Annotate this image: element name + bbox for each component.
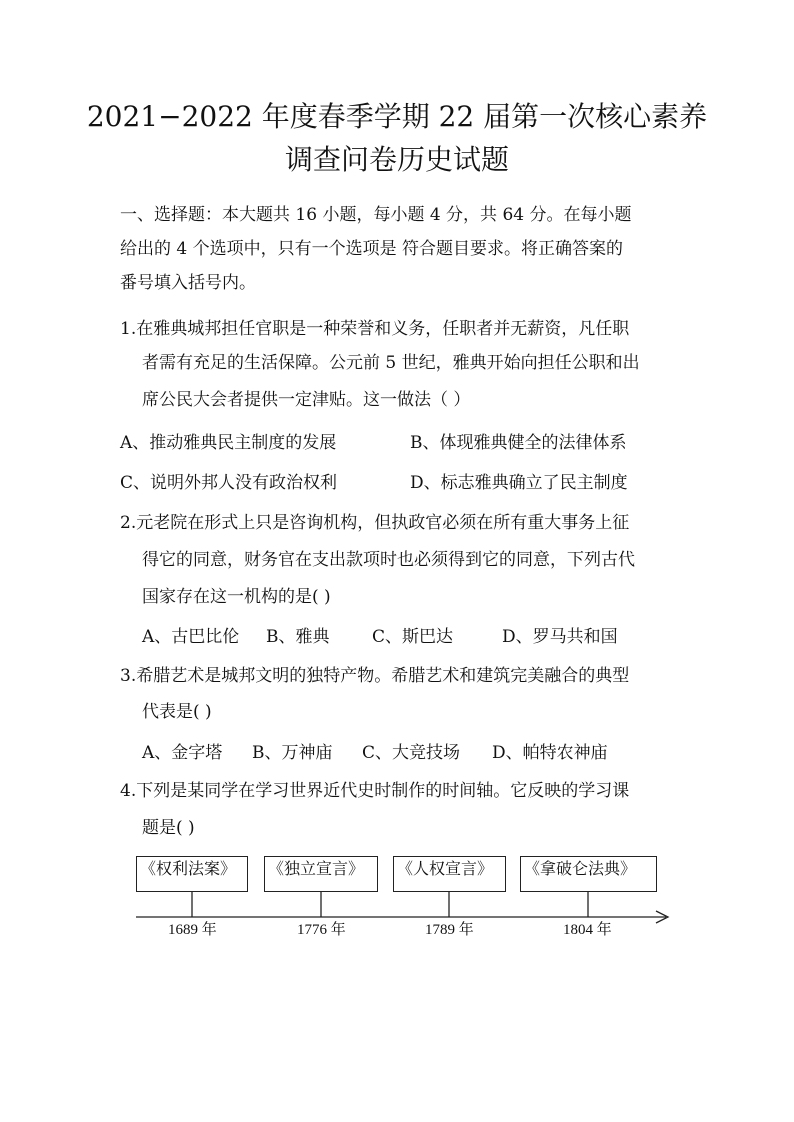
instruction-line-1: 一、选择题：本大题共 16 小题，每小题 4 分，共 64 分。在每小题 (120, 205, 632, 225)
question-1-option-d: D、标志雅典确立了民主制度 (410, 473, 628, 493)
question-2-option-d: D、罗马共和国 (502, 627, 618, 647)
question-1-option-a: A、推动雅典民主制度的发展 (120, 433, 337, 453)
question-2-line-2: 得它的同意，财务官在支出款项时也必须得到它的同意，下列古代 (142, 550, 635, 570)
timeline-year-1: 1689 年 (168, 922, 217, 938)
instruction-line-2: 给出的 4 个选项中，只有一个选项是 符合题目要求。将正确答案的 (120, 239, 624, 259)
timeline-year-2: 1776 年 (297, 922, 346, 938)
question-3-line-1: 3.希腊艺术是城邦文明的独特产物。希腊艺术和建筑完美融合的典型 (120, 666, 630, 686)
question-2-option-b: B、雅典 (266, 627, 330, 647)
timeline-document-1: 《权利法案》 (140, 859, 237, 878)
timeline-document-4: 《拿破仑法典》 (524, 859, 637, 878)
question-2-line-3: 国家存在这一机构的是( ) (142, 587, 331, 607)
question-1-line-2: 者需有充足的生活保障。公元前 5 世纪，雅典开始向担任公职和出 (142, 353, 640, 373)
question-4-line-2: 题是( ) (142, 818, 195, 838)
timeline-document-2: 《独立宣言》 (268, 859, 365, 878)
question-1-line-1: 1.在雅典城邦担任官职是一种荣誉和义务，任职者并无薪资，凡任职 (120, 319, 630, 339)
page-title-line-2: 调查问卷历史试题 (284, 143, 509, 176)
timeline-document-3: 《人权宣言》 (397, 859, 494, 878)
timeline-year-3: 1789 年 (425, 922, 474, 938)
timeline-year-4: 1804 年 (563, 922, 612, 938)
question-1-line-3: 席公民大会者提供一定津贴。这一做法（ ） (142, 390, 471, 410)
question-3-option-c: C、大竞技场 (362, 743, 461, 763)
instruction-line-3: 番号填入括号内。 (120, 273, 256, 293)
question-4-line-1: 4.下列是某同学在学习世界近代史时制作的时间轴。它反映的学习课 (120, 781, 630, 801)
question-3-option-b: B、万神庙 (252, 743, 333, 763)
question-1-option-b: B、体现雅典健全的法律体系 (410, 433, 627, 453)
question-2-option-a: A、古巴比伦 (142, 627, 240, 647)
question-2-option-c: C、斯巴达 (372, 627, 454, 647)
page-title-line-1: 2021−2022 年度春季学期 22 届第一次核心素养 (86, 100, 708, 133)
question-1-option-c: C、说明外邦人没有政治权利 (120, 473, 338, 493)
question-3-option-d: D、帕特农神庙 (492, 743, 608, 763)
question-3-option-a: A、金字塔 (142, 743, 223, 763)
question-2-line-1: 2.元老院在形式上只是咨询机构，但执政官必须在所有重大事务上征 (120, 513, 630, 533)
question-3-line-2: 代表是( ) (142, 702, 212, 722)
